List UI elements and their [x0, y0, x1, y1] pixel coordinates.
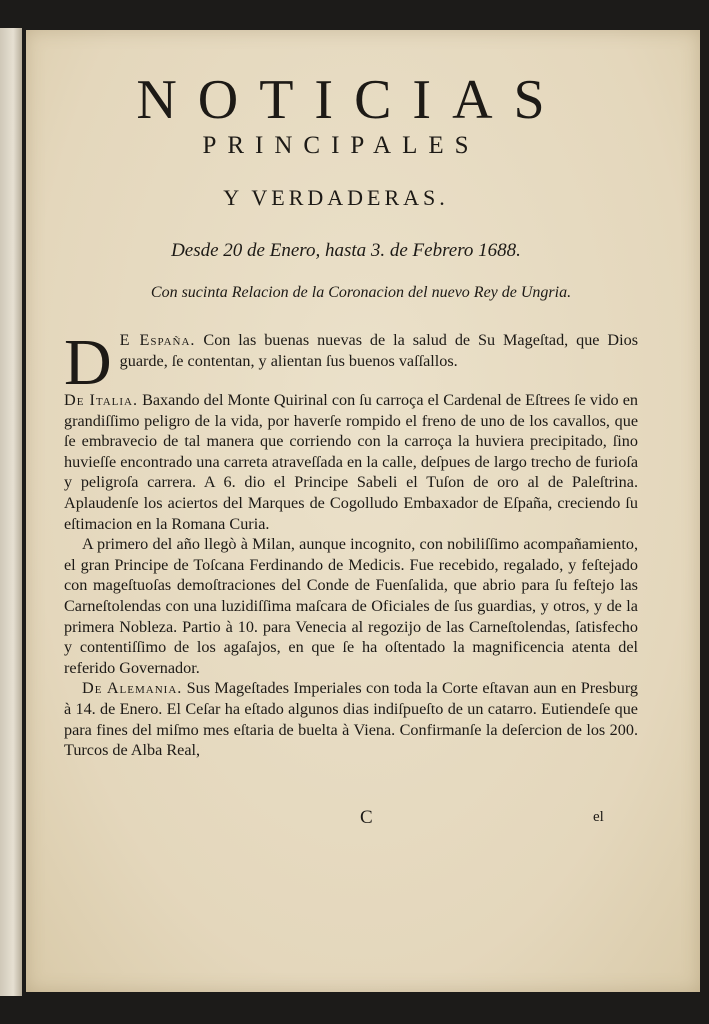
drop-cap: D: [64, 326, 112, 399]
section-heading-alemania: De Alemania.: [82, 679, 183, 698]
coronation-subtitle: Con sucinta Relacion de la Coronacion del nuevo Rey de Ungria.: [150, 284, 572, 301]
catchword: el: [593, 809, 604, 825]
section-espana: [64, 326, 638, 399]
gazette-page: [26, 30, 700, 992]
section-text-alemania: Sus Mageſtades Imperiales con toda la Corte eſtavan aun en Presburg à 14. de Enero. El Ceſar ha eſtado algunos dias indiſpueſto de un catarro. Eutiendeſe que para fines del miſmo mes eſtaria de buelta à Viena. Confirmanſe la deſercion de los 200. Turcos de Alba Real,: [64, 679, 639, 760]
signature-mark: C: [360, 807, 373, 828]
masthead-subtitle-verdaderas: Y VERDADERAS.: [223, 185, 449, 210]
section-text-italia: Baxando del Monte Quirinal con ſu carroça el Cardenal de Eſtrees ſe vido en grandiſſimo peligro de la vida, por haverſe rompido el freno de uno de los cavallos, que ſe embravecio de tal manera que corriendo con la carroça la huviera precipitado, ſino huvieſſe encontrado una carreta atraveſſada en la calle, deſpues de largo trecho de furioſa y peligroſa carrera. A 6. dio el Principe Sabeli el Tuſon de oro al de Paleſtrina. Aplaudenſe los aciertos del Marques de Cogolludo Embaxador de Eſpaña, creciendo ſu eſtimacion en la Romana Curia.: [64, 391, 638, 533]
section-text-milan: A primero del año llegò à Milan, aunque incognito, con nobiliſſimo acompañamiento, el gran Principe de Toſcana Ferdinando de Medicis. Fue recebido, regalado, y feſtejado con mageſtuoſas demoſtraciones del Conde de Fuenſalida, que abrio para ſu feſtejo las Carneſtolendas con una luzidiſſima maſcara de Oficiales de ſus guardias, y otros, y de la primera Nobleza. Partio à 10. para Venecia al regozijo de las Carneſtolendas, ſatisfecho y contentiſſimo de los agaſajos, en que ſe ha oſtentado la magnificencia atenta del referido Governador.: [64, 535, 638, 677]
dateline: Desde 20 de Enero, hasta 3. de Febrero 1688.: [171, 240, 521, 261]
section-heading-espana: E España.: [119, 331, 196, 349]
section-alemania: [64, 678, 638, 760]
section-text-espana: Con las buenas nuevas de la salud de Su Mageſtad, que Dios guarde, ſe contentan, y alientan ſus buenos vaſſallos.: [119, 331, 638, 370]
facing-page-edge: [0, 28, 22, 996]
news-body: [64, 326, 639, 761]
masthead-subtitle-principales: PRINCIPALES: [202, 132, 480, 159]
section-heading-italia: De Italia.: [64, 391, 139, 409]
masthead-title: NOTICIAS: [136, 69, 566, 131]
section-italia: [64, 390, 638, 534]
section-milan: [64, 534, 638, 678]
